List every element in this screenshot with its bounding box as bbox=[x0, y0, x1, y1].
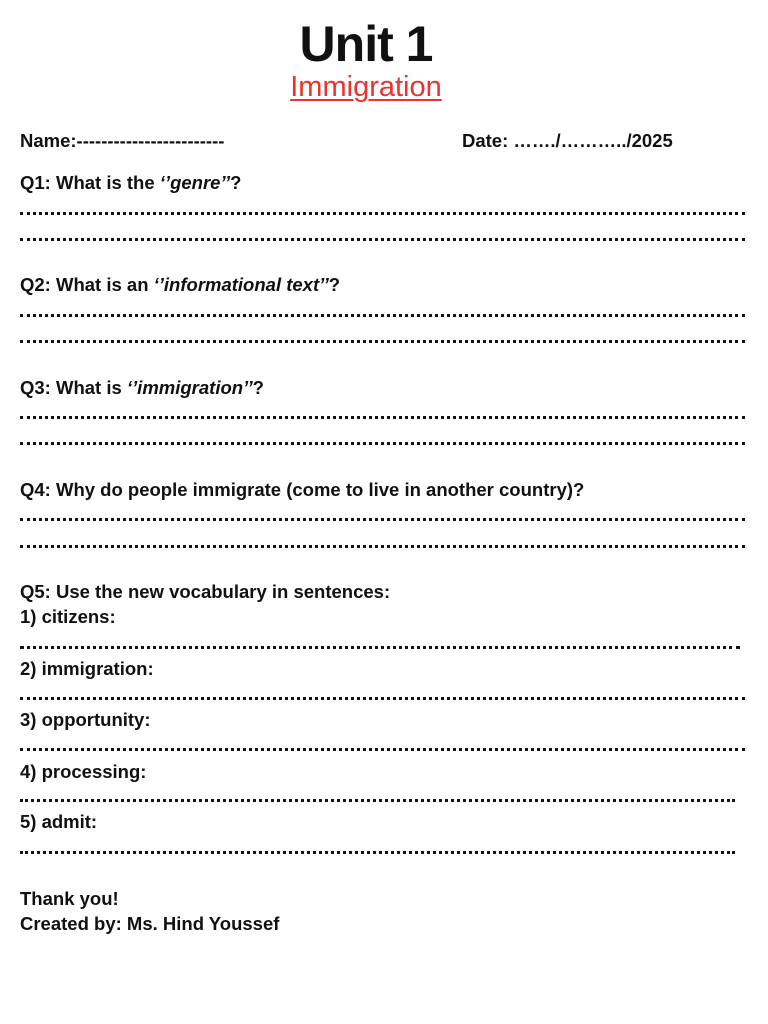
question-1-term: ‘’genre’’ bbox=[159, 172, 231, 193]
answer-line bbox=[20, 442, 745, 445]
question-3-prefix: Q3: What is bbox=[20, 377, 127, 398]
answer-line bbox=[20, 238, 745, 241]
answer-line bbox=[20, 851, 735, 854]
vocab-item-processing: 4) processing: bbox=[20, 761, 147, 782]
answer-line bbox=[20, 518, 745, 521]
answer-line bbox=[20, 697, 745, 700]
name-field: Name:------------------------ bbox=[20, 130, 225, 151]
answer-line bbox=[20, 646, 740, 649]
author-credit: Created by: Ms. Hind Youssef bbox=[20, 913, 280, 934]
date-field: Date: ……./………../2025 bbox=[462, 130, 673, 151]
vocab-item-admit: 5) admit: bbox=[20, 811, 98, 832]
question-3-term: ‘’immigration’’ bbox=[126, 377, 253, 398]
vocab-item-opportunity: 3) opportunity: bbox=[20, 709, 151, 730]
question-2-suffix: ? bbox=[328, 274, 341, 295]
page-title: Unit 1 bbox=[299, 16, 433, 72]
question-3-suffix: ? bbox=[252, 377, 264, 398]
question-1 bbox=[20, 171, 241, 195]
vocab-item-immigration: 2) immigration: bbox=[20, 658, 154, 679]
vocab-item-citizens: 1) citizens: bbox=[20, 606, 116, 627]
question-2-prefix: Q2: What is an bbox=[20, 274, 154, 295]
page-subtitle: Immigration bbox=[290, 71, 442, 103]
question-2 bbox=[20, 273, 340, 297]
thank-you-note: Thank you! bbox=[20, 888, 119, 909]
answer-line bbox=[20, 212, 745, 215]
answer-line bbox=[20, 314, 745, 317]
answer-line bbox=[20, 799, 735, 802]
answer-line bbox=[20, 545, 745, 548]
question-3 bbox=[20, 376, 264, 400]
question-2-term: ‘’informational text’’ bbox=[153, 274, 329, 295]
answer-line bbox=[20, 748, 745, 751]
answer-line bbox=[20, 340, 745, 343]
question-4: Q4: Why do people immigrate (come to live in another country)? bbox=[20, 479, 585, 500]
question-1-suffix: ? bbox=[230, 172, 242, 193]
answer-line bbox=[20, 416, 745, 419]
question-1-prefix: Q1: What is the bbox=[20, 172, 160, 193]
question-5: Q5: Use the new vocabulary in sentences: bbox=[20, 581, 391, 602]
